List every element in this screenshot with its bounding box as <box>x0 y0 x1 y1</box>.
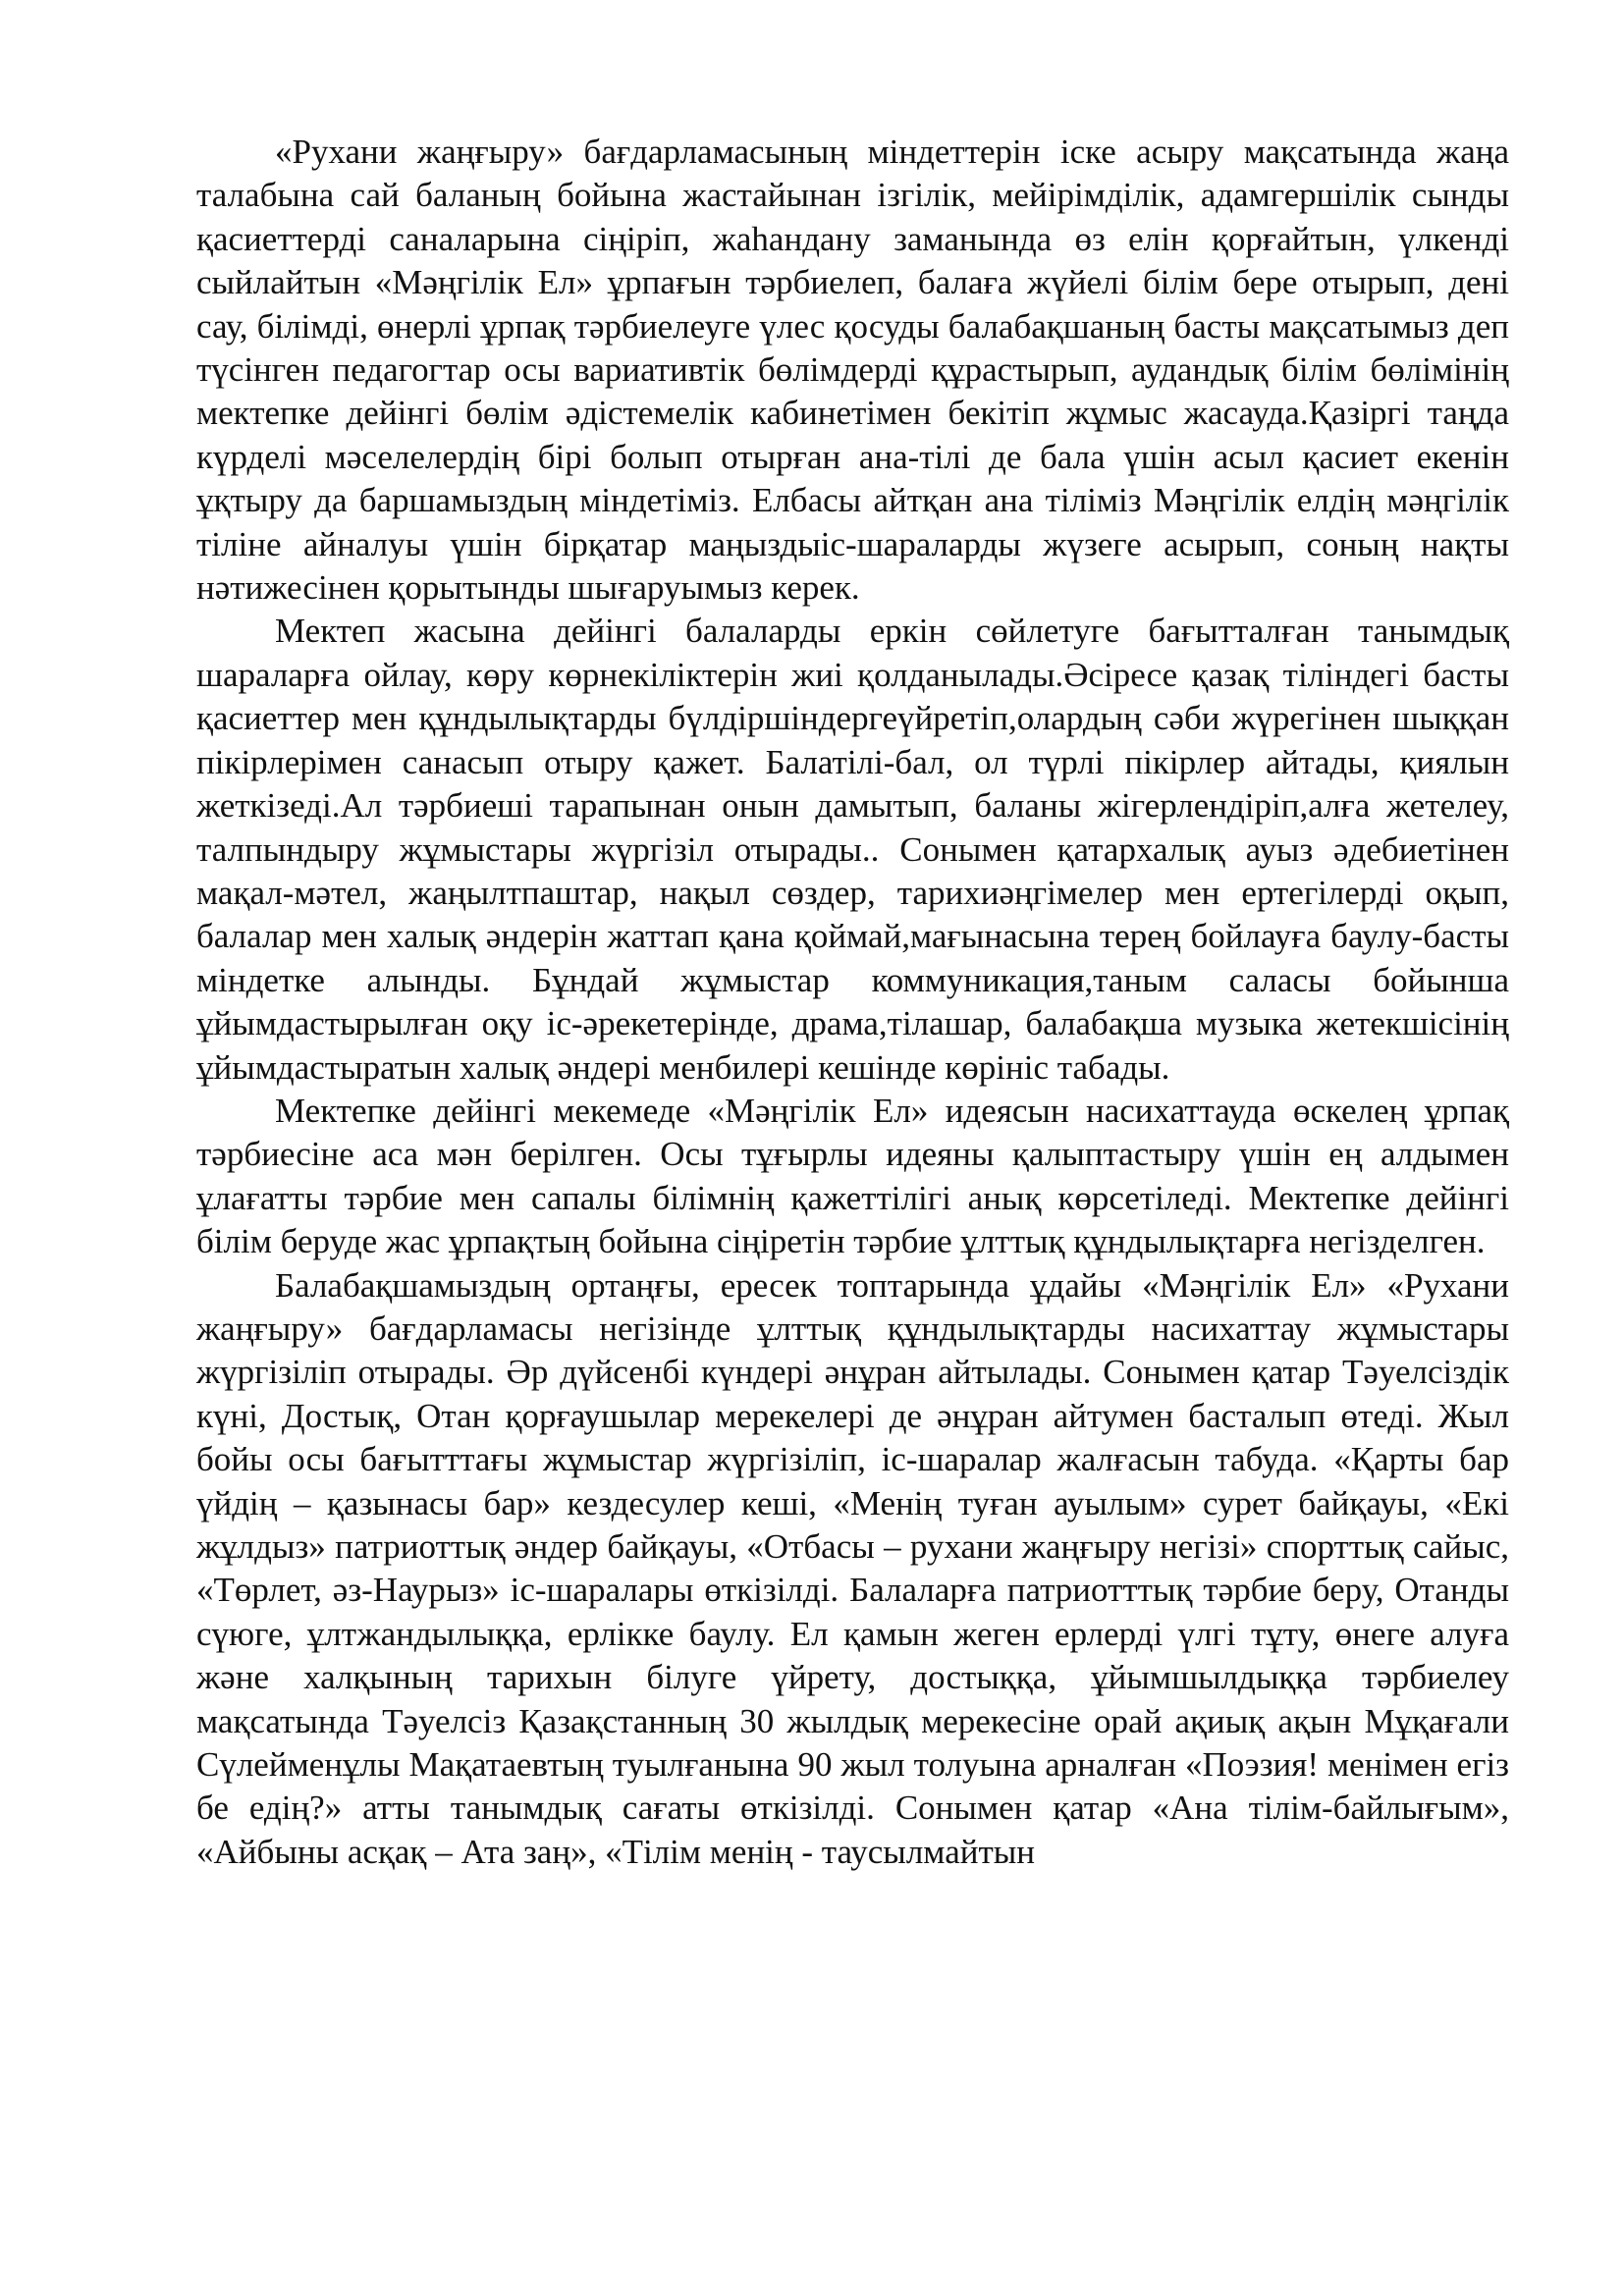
paragraph-4: Балабақшамыздың ортаңғы, ересек топтарында ұдайы «Мәңгілік Ел» «Рухани жаңғыру» бағдарламасы негізінде ұлттық құндылықтарды насихаттау жұмыстары жүргізіліп отырады. Әр дүйсенбі күндері әнұран айтылады. Сонымен қатар Тәуелсіздік күні, Достық, Отан қорғаушылар мерекелері де әнұран айтумен басталып өтеді. Жыл бойы осы бағытттағы жұмыстар жүргізіліп, іс-шаралар жалғасын табуда. «Қарты бар үйдің – қазынасы бар» кездесулер кеші, «Менің туған ауылым» сурет байқауы, «Екі жұлдыз» патриоттық әндер байқауы, «Отбасы – рухани жаңғыру негізі» спорттық сайыс, «Төрлет, әз-Наурыз» іс-шаралары өткізілді. Балаларға патриотттық тәрбие беру, Отанды сүюге, ұлтжандылыққа, ерлікке баулу. Ел қамын жеген ерлерді үлгі тұту, өнеге алуға және халқының тарихын білуге үйрету, достыққа, ұйымшылдыққа тәрбиелеу мақсатында Тәуелсіз Қазақстанның 30 жылдық мерекесіне орай ақиық ақын Мұқағали Сүлейменұлы Мақатаевтың туылғанына 90 жыл толуына арналған «Поэзия! менімен егіз бе едің?» атты танымдық сағаты өткізілді. Сонымен қатар «Ана тілім-байлығым», «Айбыны асқақ – Ата заң», «Тілім менің - таусылмайтын <box>196 1265 1509 1871</box>
paragraph-3: Мектепке дейінгі мекемеде «Мәңгілік Ел» идеясын насихаттауда өскелең ұрпақ тәрбиесіне аса мән берілген. Осы тұғырлы идеяны қалыптастыру үшін ең алдымен ұлағатты тәрбие мен сапалы білімнің қажеттілігі анық көрсетіледі. Мектепке дейінгі білім беруде жас ұрпақтың бойына сіңіретін тәрбие ұлттық құндылықтарға негізделген. <box>196 1091 1509 1261</box>
document-page <box>196 131 1509 1874</box>
paragraph-2: Мектеп жасына дейінгі балаларды еркін сөйлетуге бағытталған танымдық шараларға ойлау, көру көрнекіліктерін жиі қолданылады.Әсіресе қазақ тіліндегі басты қасиеттер мен құндылықтарды бүлдіршіндергеүйретіп,олардың сәби жүрегінен шыққан пікірлерімен санасып отыру қажет. Балатілі-бал, ол түрлі пікірлер айтады, қиялын жеткізеді.Ал тәрбиеші тарапынан онын дамытып, баланы жігерлендіріп,алға жетелеу, талпындыру жұмыстары жүргізіл отырады.. Сонымен қатархалық ауыз әдебиетінен мақал-мәтел, жаңылтпаштар, нақыл сөздер, тарихиәңгімелер мен ертегілерді оқып, балалар мен халық әндерін жаттап қана қоймай,мағынасына терең бойлауға баулу-басты міндетке алынды. Бұндай жұмыстар коммуникация,таным саласы бойынша ұйымдастырылған оқу іс-әрекетерінде, драма,тілашар, балабақша музыка жетекшісінің ұйымдастыратын халық әндері менбилері кешінде көрініс табады. <box>196 612 1509 1087</box>
paragraph-1: «Рухани жаңғыру» бағдарламасының міндеттерін іске асыру мақсатында жаңа талабына сай баланың бойына жастайынан ізгілік, мейірімділік, адамгершілік сынды қасиеттерді саналарына сіңіріп, жаһандану заманында өз елін қорғайтын, үлкенді сыйлайтын «Мәңгілік Ел» ұрпағын тәрбиелеп, балаға жүйелі білім бере отырып, дені сау, білімді, өнерлі ұрпақ тәрбиелеуге үлес қосуды балабақшаның басты мақсатымыз деп түсінген педагогтар осы вариативтік бөлімдерді құрастырып, аудандық білім бөлімінің мектепке дейінгі бөлім әдістемелік кабинетімен бекітіп жұмыс жасауда.Қазіргі таңда күрделі мәселелердің бірі болып отырған ана-тілі де бала үшін асыл қасиет екенін ұқтыру да баршамыздың міндетіміз. Елбасы айтқан ана тіліміз Мәңгілік елдің мәңгілік тіліне айналуы үшін бірқатар маңыздыіс-шараларды жүзеге асырып, соның нақты нәтижесінен қорытынды шығаруымыз керек. <box>196 133 1509 608</box>
